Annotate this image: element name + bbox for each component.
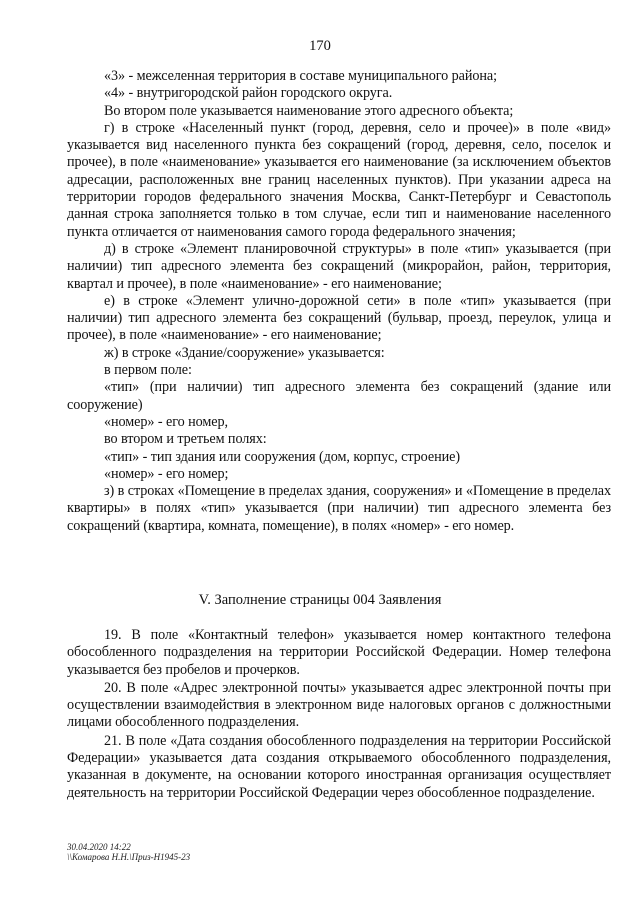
paragraph: е) в строке «Элемент улично-дорожной сети» в поле «тип» указывается (при наличии) тип адресного элемента без сокращений (бульвар, проезд, переулок, улица и прочее), в поле «наименование» - его наименование; <box>67 292 611 344</box>
paragraph: г) в строке «Населенный пункт (город, деревня, село и прочее)» в поле «вид» указывается вид населенного пункта без сокращений (город, деревня, село, поселок и прочее), в поле «наименование» указывается его наименование (за исключением объектов адресации, расположенных вне границ населенных пунктов). При указании адреса на территории городов федерального значения Москва, Санкт-Петербург и Севастополь данная строка заполняется только в том случае, если тип и наименование населенного пункта отличается от наименования самого города федерального значения; <box>67 119 611 240</box>
paragraph: д) в строке «Элемент планировочной структуры» в поле «тип» указывается (при наличии) тип адресного элемента без сокращений (микрорайон, район, территория, квартал и прочее), в поле «наименование» - его наименование; <box>67 240 611 292</box>
section-paragraph: 20. В поле «Адрес электронной почты» указывается адрес электронной почты при осуществлении взаимодействия в электронном виде налоговых органов с должностными лицами обособленного подразделения. <box>67 679 611 731</box>
section-paragraph: 19. В поле «Контактный телефон» указывается номер контактного телефона обособленного подразделения на территории Российской Федерации. Номер телефона указывается без пробелов и прочерков. <box>67 627 611 678</box>
paragraph: «3» - межселенная территория в составе муниципального района; <box>104 68 498 84</box>
paragraph: в первом поле: <box>104 362 192 379</box>
paragraph: «тип» (при наличии) тип адресного элемента без сокращений (здание или сооружение) <box>67 379 611 413</box>
paragraph: «4» - внутригородской район городского округа. <box>104 85 393 102</box>
paragraph: з) в строках «Помещение в пределах здания, сооружения» и «Помещение в пределах квартиры» в полях «тип» указывается (при наличии) тип адресного элемента без сокращений (квартира, комната, помещение), в полях «номер» - его номер. <box>67 483 611 534</box>
paragraph: «номер» - его номер, <box>104 413 228 430</box>
paragraph: во втором и третьем полях: <box>104 431 267 448</box>
footer-timestamp: 30.04.2020 14:22 <box>67 842 131 852</box>
section-paragraph: 21. В поле «Дата создания обособленного подразделения на территории Российской Федерации» указывается дата создания открываемого обособленного подразделения, указанная в документе, на основании которого иностранная организация осуществляет деятельность на территории Российской Федерации через обособленное подразделение. <box>67 732 611 801</box>
section-heading: V. Заполнение страницы 004 Заявления <box>198 592 442 608</box>
section-text <box>67 627 611 803</box>
page-number: 170 <box>309 38 331 54</box>
paragraph: ж) в строке «Здание/сооружение» указывается: <box>104 344 385 361</box>
paragraph: «тип» - тип здания или сооружения (дом, корпус, строение) <box>104 448 460 465</box>
body-text <box>67 68 611 535</box>
paragraph: «номер» - его номер; <box>104 465 229 482</box>
paragraph: Во втором поле указывается наименование этого адресного объекта; <box>104 102 514 119</box>
footer-path: \\Комарова Н.Н.\Приз-Н1945-23 <box>67 852 191 862</box>
footer-stamp <box>67 842 190 862</box>
